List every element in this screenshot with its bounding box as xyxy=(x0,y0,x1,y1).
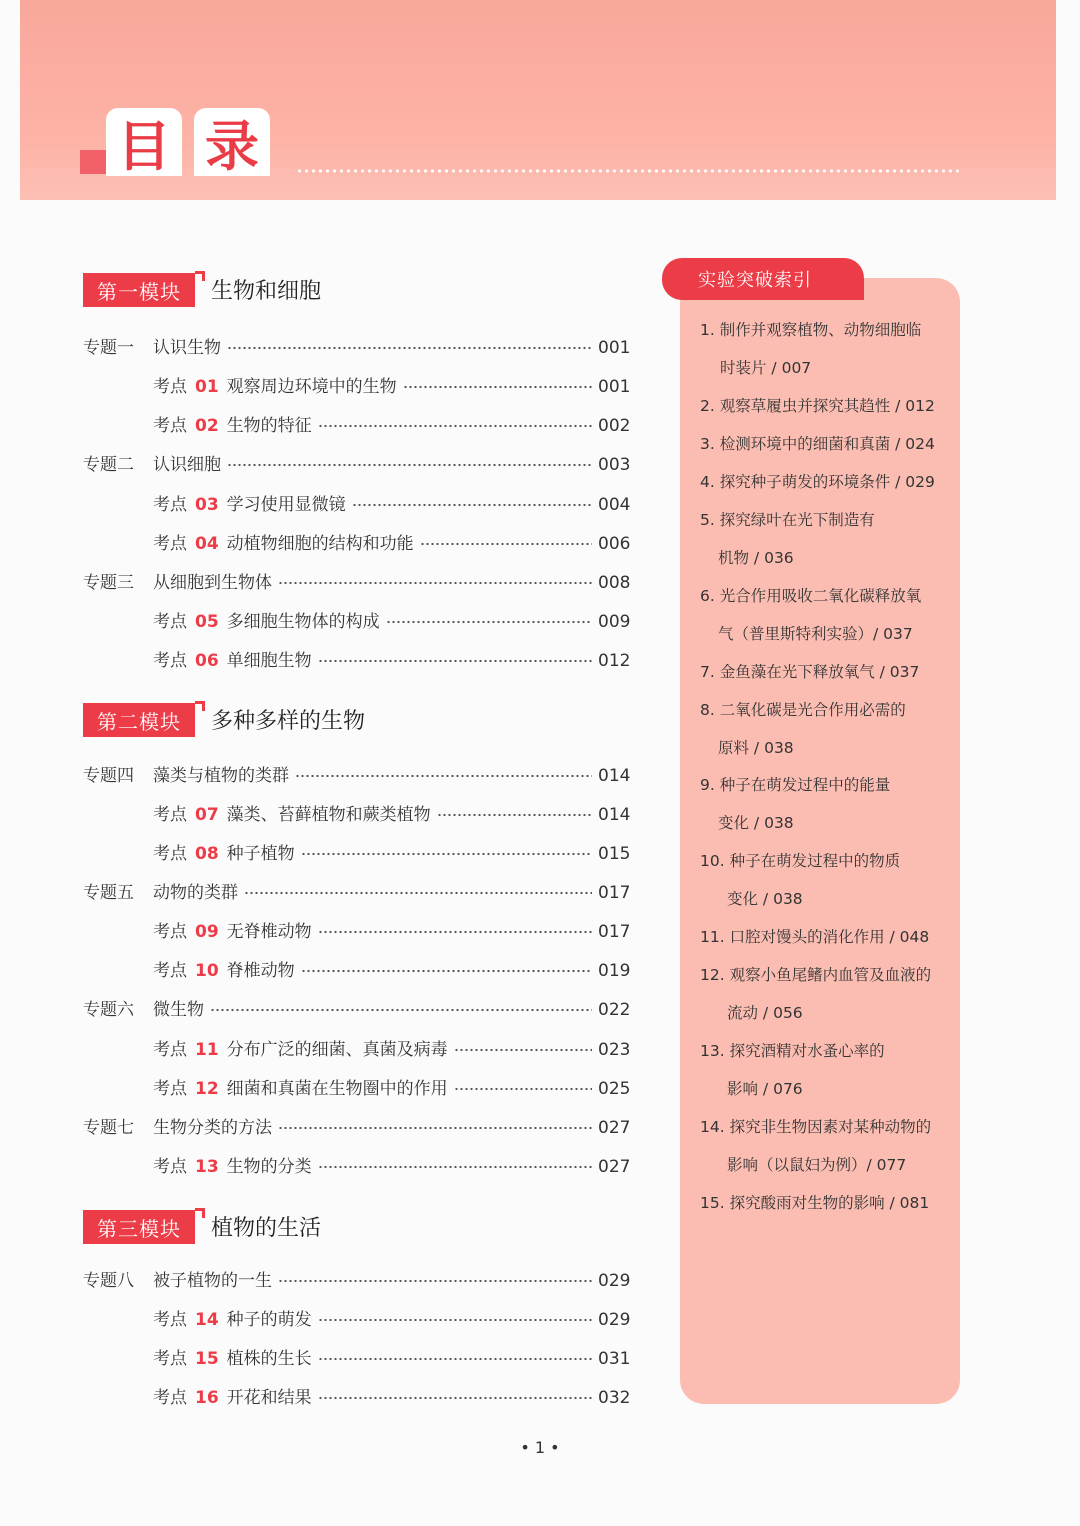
experiment-index-line: 变化 / 038 xyxy=(718,814,794,832)
point-prefix: 考点 xyxy=(153,844,187,864)
topic-number: 专题一 xyxy=(83,338,134,358)
toc-point-label xyxy=(153,492,346,518)
module-badge: 第二模块 xyxy=(83,703,195,737)
toc-page-number: 023 xyxy=(598,1040,631,1060)
experiment-index-line: 8. 二氧化碳是光合作用必需的 xyxy=(700,701,906,719)
toc-point-row xyxy=(0,1385,640,1411)
dot-leader xyxy=(318,1307,592,1333)
toc-point-label xyxy=(153,374,397,400)
experiment-index-line: 流动 / 056 xyxy=(727,1004,803,1022)
point-number: 07 xyxy=(195,805,219,825)
dot-leader xyxy=(352,492,592,518)
experiment-index-line: 15. 探究酸雨对生物的影响 / 081 xyxy=(700,1194,930,1212)
toc-topic-label xyxy=(83,570,272,596)
dot-leader xyxy=(437,802,592,828)
toc-topic-label xyxy=(83,1115,272,1141)
module-badge-corner xyxy=(195,701,205,711)
toc-point-row xyxy=(0,648,640,674)
module-badge-corner xyxy=(195,271,205,281)
toc-topic-label xyxy=(83,997,204,1023)
dot-leader xyxy=(227,335,592,361)
toc-point-label xyxy=(153,1037,448,1063)
toc-topic-row xyxy=(0,335,640,361)
toc-page-number: 014 xyxy=(598,805,631,825)
toc-page-number: 019 xyxy=(598,961,631,981)
toc-point-row xyxy=(0,531,640,557)
dot-leader xyxy=(318,648,592,674)
point-number: 08 xyxy=(195,844,219,864)
point-prefix: 考点 xyxy=(153,1349,187,1369)
toc-topic-label xyxy=(83,335,221,361)
module-title: 植物的生活 xyxy=(211,1216,322,1241)
toc-point-label xyxy=(153,802,431,828)
topic-name: 从细胞到生物体 xyxy=(153,573,272,593)
toc-page-number: 022 xyxy=(598,1000,631,1020)
toc-topic-row xyxy=(0,570,640,596)
experiment-index-line: 12. 观察小鱼尾鳍内血管及血液的 xyxy=(700,966,932,984)
toc-point-label xyxy=(153,1154,312,1180)
toc-point-label xyxy=(153,648,312,674)
dot-leader xyxy=(454,1076,592,1102)
toc-point-row xyxy=(0,1307,640,1333)
toc-point-label xyxy=(153,413,312,439)
toc-point-row xyxy=(0,919,640,945)
point-name: 生物的分类 xyxy=(226,1157,312,1177)
experiment-index-line: 影响（以鼠妇为例）/ 077 xyxy=(727,1156,907,1174)
point-number: 12 xyxy=(195,1079,219,1099)
toc-page-number: 015 xyxy=(598,844,631,864)
toc-point-row xyxy=(0,1346,640,1372)
toc-point-row xyxy=(0,1037,640,1063)
point-prefix: 考点 xyxy=(153,651,187,671)
topic-number: 专题六 xyxy=(83,1000,134,1020)
toc-page-number: 006 xyxy=(598,534,631,554)
toc-topic-label xyxy=(83,763,289,789)
point-number: 09 xyxy=(195,922,219,942)
topic-name: 藻类与植物的类群 xyxy=(153,766,289,786)
toc-page-number: 031 xyxy=(598,1349,631,1369)
toc-point-label xyxy=(153,841,295,867)
toc-topic-label xyxy=(83,1268,272,1294)
toc-topic-label xyxy=(83,452,221,478)
point-number: 04 xyxy=(195,534,219,554)
dot-leader xyxy=(403,374,592,400)
point-number: 14 xyxy=(195,1310,219,1330)
toc-page-number: 027 xyxy=(598,1118,631,1138)
point-prefix: 考点 xyxy=(153,495,187,515)
point-number: 16 xyxy=(195,1388,219,1408)
dot-leader xyxy=(244,880,592,906)
experiment-index-line: 1. 制作并观察植物、动物细胞临 xyxy=(700,321,922,339)
experiment-index-line: 13. 探究酒精对水蚤心率的 xyxy=(700,1042,885,1060)
dot-leader xyxy=(227,452,592,478)
point-prefix: 考点 xyxy=(153,377,187,397)
topic-number: 专题八 xyxy=(83,1271,134,1291)
toc-topic-row xyxy=(0,763,640,789)
topic-number: 专题三 xyxy=(83,573,134,593)
point-name: 开花和结果 xyxy=(226,1388,312,1408)
module-badge-corner xyxy=(195,1208,205,1218)
point-prefix: 考点 xyxy=(153,1310,187,1330)
toc-point-label xyxy=(153,1346,312,1372)
topic-name: 认识细胞 xyxy=(153,455,221,475)
experiment-index-line: 14. 探究非生物因素对某种动物的 xyxy=(700,1118,932,1136)
experiment-index-line: 3. 检测环境中的细菌和真菌 / 024 xyxy=(700,435,935,453)
point-name: 单细胞生物 xyxy=(226,651,312,671)
point-prefix: 考点 xyxy=(153,534,187,554)
experiment-index-line: 原料 / 038 xyxy=(718,739,794,757)
toc-page-number: 014 xyxy=(598,766,631,786)
dot-leader xyxy=(278,1268,592,1294)
toc-point-label xyxy=(153,1385,312,1411)
module-title: 生物和细胞 xyxy=(211,279,322,304)
experiment-index-line: 9. 种子在萌发过程中的能量 xyxy=(700,776,891,794)
topic-name: 微生物 xyxy=(153,1000,204,1020)
experiment-index-line: 2. 观察草履虫并探究其趋性 / 012 xyxy=(700,397,935,415)
dot-leader xyxy=(295,763,592,789)
module-title: 多种多样的生物 xyxy=(211,709,366,734)
toc-page-number: 001 xyxy=(598,377,631,397)
experiment-index-line: 11. 口腔对馒头的消化作用 / 048 xyxy=(700,928,930,946)
toc-point-row xyxy=(0,841,640,867)
point-name: 无脊椎动物 xyxy=(226,922,312,942)
toc-topic-row xyxy=(0,880,640,906)
title-char-mu: 目 xyxy=(106,108,182,176)
point-name: 观察周边环境中的生物 xyxy=(226,377,397,397)
dot-leader xyxy=(318,919,592,945)
topic-number: 专题五 xyxy=(83,883,134,903)
toc-point-label xyxy=(153,1076,448,1102)
dot-leader xyxy=(210,997,592,1023)
dot-leader xyxy=(278,1115,592,1141)
header-dotted-line xyxy=(296,168,962,174)
dot-leader xyxy=(420,531,592,557)
toc-point-row xyxy=(0,492,640,518)
topic-name: 认识生物 xyxy=(153,338,221,358)
point-prefix: 考点 xyxy=(153,805,187,825)
experiment-index-line: 5. 探究绿叶在光下制造有 xyxy=(700,511,875,529)
point-number: 06 xyxy=(195,651,219,671)
toc-topic-row xyxy=(0,452,640,478)
toc-point-label xyxy=(153,531,414,557)
dot-leader xyxy=(318,413,592,439)
experiment-index-line: 4. 探究种子萌发的环境条件 / 029 xyxy=(700,473,935,491)
toc-point-row xyxy=(0,1076,640,1102)
dot-leader xyxy=(301,958,592,984)
toc-point-row xyxy=(0,1154,640,1180)
point-prefix: 考点 xyxy=(153,961,187,981)
toc-page-number: 002 xyxy=(598,416,631,436)
page-number: • 1 • xyxy=(520,1438,560,1457)
toc-page-number: 003 xyxy=(598,455,631,475)
point-number: 13 xyxy=(195,1157,219,1177)
point-prefix: 考点 xyxy=(153,416,187,436)
dot-leader xyxy=(454,1037,592,1063)
toc-page-number: 017 xyxy=(598,883,631,903)
toc-topic-row xyxy=(0,1115,640,1141)
dot-leader xyxy=(318,1385,592,1411)
point-name: 多细胞生物体的构成 xyxy=(226,612,380,632)
point-prefix: 考点 xyxy=(153,922,187,942)
topic-number: 专题七 xyxy=(83,1118,134,1138)
toc-point-label xyxy=(153,958,295,984)
toc-page-number: 027 xyxy=(598,1157,631,1177)
point-number: 03 xyxy=(195,495,219,515)
point-prefix: 考点 xyxy=(153,612,187,632)
point-name: 细菌和真菌在生物圈中的作用 xyxy=(226,1079,448,1099)
toc-topic-label xyxy=(83,880,238,906)
experiment-index-line: 变化 / 038 xyxy=(727,890,803,908)
toc-page-number: 029 xyxy=(598,1310,631,1330)
dot-leader xyxy=(318,1154,592,1180)
dot-leader xyxy=(301,841,592,867)
experiment-index-line: 10. 种子在萌发过程中的物质 xyxy=(700,852,901,870)
topic-name: 生物分类的方法 xyxy=(153,1118,272,1138)
toc-point-row xyxy=(0,413,640,439)
toc-page-number: 025 xyxy=(598,1079,631,1099)
experiment-index-line: 影响 / 076 xyxy=(727,1080,803,1098)
module-badge: 第三模块 xyxy=(83,1210,195,1244)
toc-point-row xyxy=(0,802,640,828)
dot-leader xyxy=(278,570,592,596)
point-name: 植株的生长 xyxy=(226,1349,312,1369)
module-badge: 第一模块 xyxy=(83,273,195,307)
point-prefix: 考点 xyxy=(153,1388,187,1408)
topic-number: 专题二 xyxy=(83,455,134,475)
toc-point-label xyxy=(153,609,380,635)
toc-page-number: 001 xyxy=(598,338,631,358)
topic-name: 动物的类群 xyxy=(153,883,238,903)
toc-point-label xyxy=(153,1307,312,1333)
point-prefix: 考点 xyxy=(153,1079,187,1099)
dot-leader xyxy=(386,609,592,635)
point-number: 01 xyxy=(195,377,219,397)
toc-page-number: 029 xyxy=(598,1271,631,1291)
point-name: 种子植物 xyxy=(226,844,295,864)
point-name: 藻类、苔藓植物和蕨类植物 xyxy=(226,805,431,825)
point-name: 学习使用显微镜 xyxy=(226,495,346,515)
point-prefix: 考点 xyxy=(153,1040,187,1060)
toc-page-number: 009 xyxy=(598,612,631,632)
experiment-index-line: 时装片 / 007 xyxy=(720,359,812,377)
point-name: 动植物细胞的结构和功能 xyxy=(226,534,414,554)
toc-topic-row xyxy=(0,1268,640,1294)
dot-leader xyxy=(318,1346,592,1372)
point-name: 种子的萌发 xyxy=(226,1310,312,1330)
topic-name: 被子植物的一生 xyxy=(153,1271,272,1291)
point-name: 分布广泛的细菌、真菌及病毒 xyxy=(226,1040,448,1060)
toc-page-number: 008 xyxy=(598,573,631,593)
toc-page-number: 032 xyxy=(598,1388,631,1408)
point-number: 05 xyxy=(195,612,219,632)
toc-page-number: 012 xyxy=(598,651,631,671)
point-prefix: 考点 xyxy=(153,1157,187,1177)
point-name: 脊椎动物 xyxy=(226,961,295,981)
toc-page-number: 017 xyxy=(598,922,631,942)
toc-point-row xyxy=(0,374,640,400)
toc-topic-row xyxy=(0,997,640,1023)
toc-point-row xyxy=(0,609,640,635)
point-number: 15 xyxy=(195,1349,219,1369)
point-number: 11 xyxy=(195,1040,219,1060)
point-number: 02 xyxy=(195,416,219,436)
topic-number: 专题四 xyxy=(83,766,134,786)
toc-page-number: 004 xyxy=(598,495,631,515)
toc-point-label xyxy=(153,919,312,945)
point-name: 生物的特征 xyxy=(226,416,312,436)
toc-point-row xyxy=(0,958,640,984)
experiment-index-line: 6. 光合作用吸收二氧化碳释放氧 xyxy=(700,587,922,605)
experiment-index-line: 机物 / 036 xyxy=(718,549,794,567)
point-number: 10 xyxy=(195,961,219,981)
title-char-lu: 录 xyxy=(194,108,270,176)
experiment-index-tab: 实验突破索引 xyxy=(662,258,864,300)
experiment-index-line: 7. 金鱼藻在光下释放氧气 / 037 xyxy=(700,663,920,681)
experiment-index-line: 气（普里斯特利实验）/ 037 xyxy=(718,625,913,643)
